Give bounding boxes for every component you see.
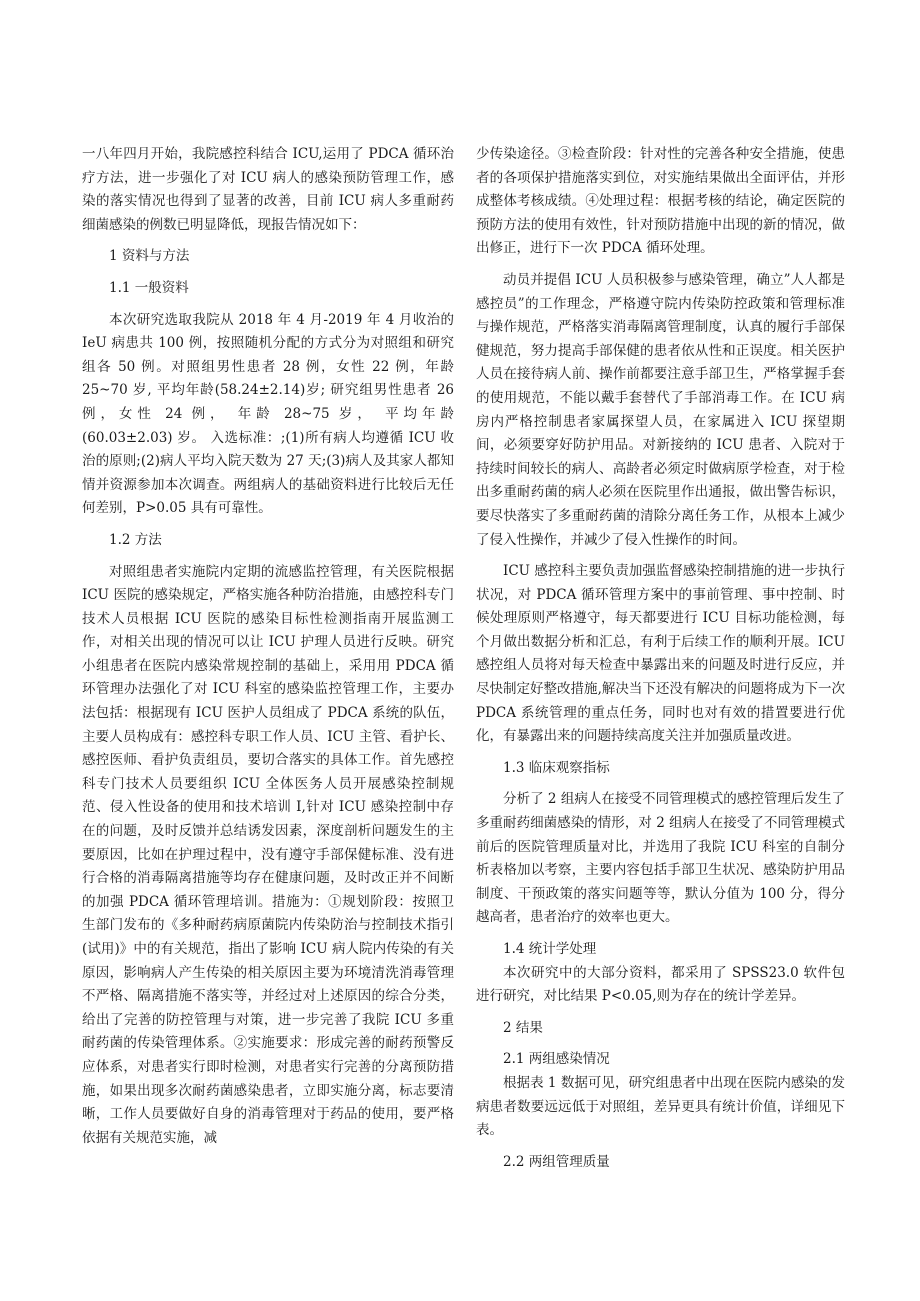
subsection-heading-general: 1.1 一般资料 xyxy=(109,279,189,296)
intro-paragraph: 一八年四月开始，我院感控科结合 ICU,运用了 PDCA 循环治疗方法，进一步强化了对 ICU 病人的感染预防管理工作，感染的落实情况也得到了显著的改善，目前 ICU 病人多重耐药细菌感染的例数已明显降低，现报告情况如下： xyxy=(82,146,454,233)
general-data-paragraph: 本次研究选取我院从 2018 年 4 月-2019 年 4 月收治的 IeU 病患共 100 例，按照随机分配的方式分为对照组和研究组各 50 例。对照组男性患者 28 例，女性 22 例，年龄 25~70 岁, 平均年龄(58.24±2.14)岁; 研究组男性患者 26 例，女性 24 例， 年龄 28~75 岁， 平均年龄 (60.03±2.03) 岁。 入选标准：;(1)所有病人均遵循 ICU 收治的原则;(2)病人平均入院天数为 27 天;(3)病人及其家人都知情并资源参加本次调查。两组病人的基础资料进行比较后无任何差别，P>0.05 具有可靠性。 xyxy=(82,311,454,517)
statistics-paragraph: 本次研究中的大部分资料，都采用了 SPSS23.0 软件包进行研究，对比结果 P<0.05,则为存在的统计学差异。 xyxy=(476,964,845,1005)
subsection-heading-infection: 2.1 两组感染情况 xyxy=(503,1051,610,1068)
method-continued-paragraph: 少传染途径。③检查阶段：针对性的完善各种安全措施，使患者的各项保护措施落实到位，对实施结果做出全面评估，并形成整体考核成绩。④处理过程：根据考核的结论，确定医院的预防方法的使用有效性，针对预防措施中出现的新的情况，做出修正，进行下一次 PDCA 循环处理。 xyxy=(476,146,845,257)
subsection-heading-quality: 2.2 两组管理质量 xyxy=(503,1153,610,1170)
mobilization-paragraph: 动员并提倡 ICU 人员积极参与感染管理，确立”人人都是感控员”的工作理念，严格遵守院内传染防控政策和管理标准与操作规范，严格落实消毒隔离管理制度，认真的履行手部保健规范，努力提高手部保健的患者依从性和正误度。相关医护人员在接待病人前、操作前都要注意手部卫生，严格掌握手套的使用规范，不能以戴手套替代了手部消毒工作。在 ICU 病房内严格控制患者家属探望人员，在家属进入 ICU 探望期间，必须要穿好防护用品。对新接纳的 ICU 患者、入院对于持续时间较长的病人、高龄者必须定时做病原学检查，对于检出多重耐药菌的病人必须在医院里作出通报，做出警告标识，要尽快落实了多重耐药菌的清除分离任务工作，从根本上减少了侵入性操作，并减少了侵入性操作的时间。 xyxy=(476,271,845,548)
infection-paragraph: 根据表 1 数据可见，研究组患者中出现在医院内感染的发病患者数要远远低于对照组，差异更具有统计价值，详细见下表。 xyxy=(476,1074,845,1139)
right-column xyxy=(476,143,845,1174)
left-column xyxy=(82,143,454,1150)
icu-control-paragraph: ICU 感控科主要负责加强监督感染控制措施的进一步执行状况，对 PDCA 循环管理方案中的事前管理、事中控制、时候处理原则严格遵守，每天都要进行 ICU 目标功能检测，每个月做出数据分析和汇总，有利于后续工作的顺利开展。ICU 感控组人员将对每天检查中暴露出来的问题及时进行反应，并尽快制定好整改措施,解决当下还没有解决的问题将成为下一次 PDCA 系统管理的重点任务，同时也对有效的措置要进行优化，有暴露出来的问题持续高度关注并加强质量改进。 xyxy=(476,563,845,745)
method-paragraph: 对照组患者实施院内定期的流感监控管理，有关医院根据 ICU 医院的感染规定，严格实施各种防治措施，由感控科专门技术人员根据 ICU 医院的感染目标性检测指南开展监测工作，对相关出现的情况可以让 ICU 护理人员进行反映。研究小组患者在医院内感染常规控制的基础上，采用用 PDCA 循环管理办法强化了对 ICU 科室的感染监控管理工作，主要办法包括：根据现有 ICU 医护人员组成了 PDCA 系统的队伍，主要人员构成有：感控科专职工作人员、ICU 主管、看护长、感控医师、看护负责组员，要切合落实的具体工作。首先感控科专门技术人员要组织 ICU 全体医务人员开展感染控制规范、侵入性设备的使用和技术培训 I,针对 ICU 感染控制中存在的问题，及时反馈并总结诱发因素，深度剖析问题发生的主要原因，比如在护理过程中，没有遵守手部保健标准、没有进行合格的消毒隔离措施等均存在健康问题，及时改正并不间断的加强 PDCA 循环管理培训。措施为：①规划阶段：按照卫生部门发布的《多种耐药病原菌院内传染防治与控制技术指引(试用)》中的有关规范，指出了影响 ICU 病人院内传染的有关原因，影响病人产生传染的相关原因主要为环境清洗消毒管理不严格、隔离措施不落实等，并经过对上述原因的综合分类，给出了完善的防控管理与对策，进一步完善了我院 ICU 多重耐药菌的传染管理体系。②实施要求：形成完善的耐药预警反应体系，对患者实行即时检测，对患者实行完善的分离预防措施，如果出现多次耐药菌感染患者，立即实施分离，标志要清晰，工作人员要做好自身的消毒管理对于药品的使用，要严格依据有关规范实施，减 xyxy=(82,563,454,1146)
subsection-heading-statistics: 1.4 统计学处理 xyxy=(503,941,597,957)
indicators-paragraph: 分析了 2 组病人在接受不同管理模式的感控管理后发生了多重耐药细菌感染的情形，对 2 组病人在接受了不同管理模式前后的医院管理质量对比，并选用了我院 ICU 科室的自制分析表格加以考察，主要内容包括手部卫生状况、感染防护用品制度、干预政策的落实问题等等，默认分值为 100 分，得分越高者，患者治疗的效率也更大。 xyxy=(476,791,845,926)
subsection-heading-indicators: 1.3 临床观察指标 xyxy=(503,759,610,776)
section-heading-materials-methods: 1 资料与方法 xyxy=(109,248,190,265)
subsection-heading-method: 1.2 方法 xyxy=(109,531,162,548)
section-heading-results: 2 结果 xyxy=(503,1019,543,1036)
